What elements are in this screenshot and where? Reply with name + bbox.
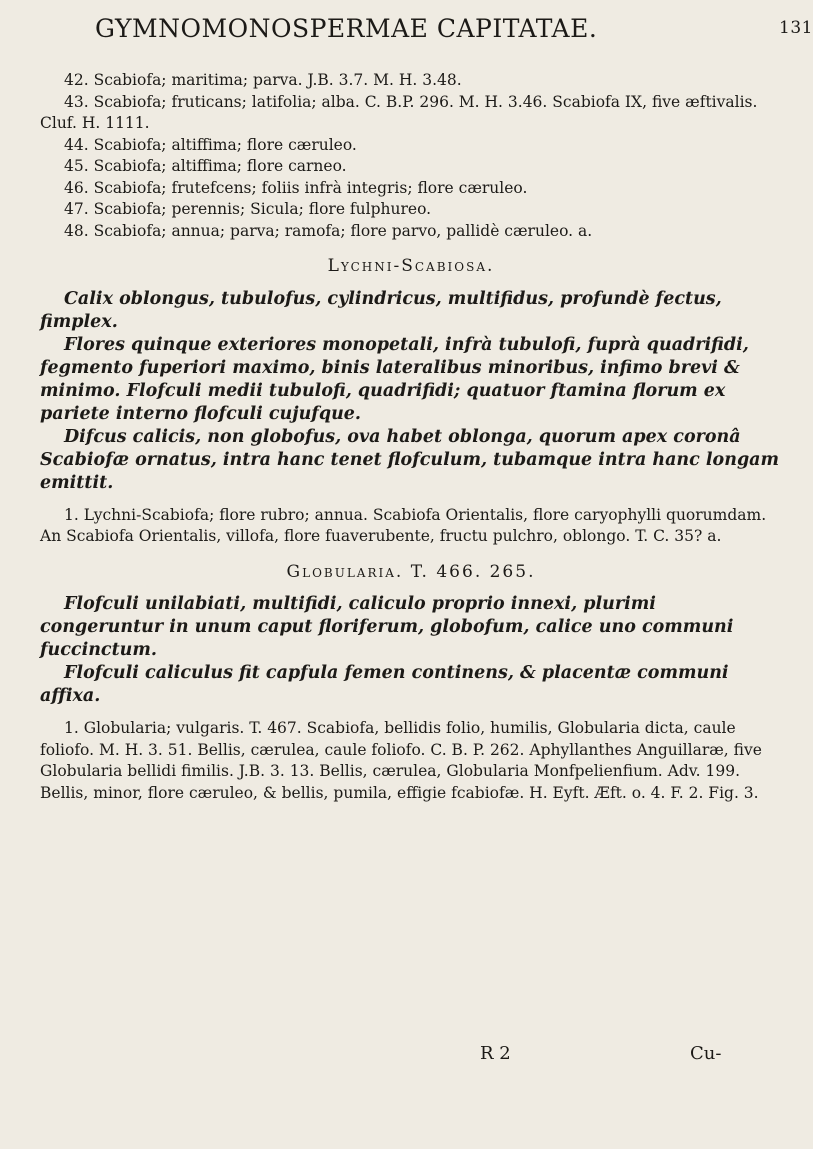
list-item: 47. Scabiofa; perennis; Sicula; flore fulphureo. bbox=[64, 200, 432, 218]
list-item: 1. Globularia; vulgaris. T. 467. Scabiofa, bellidis folio, humilis, Globularia dicta, caule foliofo. M. H. 3. 51. Bellis, cærulea, caule foliofo. C. B. P. 262. Aphyllanthes Anguillaræ, five Globularia bellidi fimilis. J.B. 3. 13. Bellis, cærulea, Globularia Monfpelienfium. Adv. 199. Bellis, minor, flore cæruleo, & bellis, pumila, effigie fcabiofæ. H. Eyft. Æft. o. 4. F. 2. Fig. 3. bbox=[40, 719, 762, 802]
running-head-title: GYMNOMONOSPERMAE CAPITATAE. bbox=[95, 14, 598, 43]
genus-description: Flofculi unilabiati, multifidi, caliculo proprio innexi, plurimi congeruntur in unum caput floriferum, globofum, calice uno communi fuccinctum. bbox=[40, 594, 734, 660]
genus-description: Difcus calicis, non globofus, ova habet oblonga, quorum apex coronâ Scabiofæ ornatus, intra hanc tenet flofculum, tubamque intra hanc longam emittit. bbox=[40, 426, 780, 493]
body-text bbox=[40, 70, 782, 804]
section-heading-globularia: Globularia. T. 466. 265. bbox=[286, 561, 536, 582]
section-heading-lychni-scabiosa: Lychni-Scabiosa. bbox=[327, 256, 495, 276]
genus-description: Flofculi caliculus fit capfula femen continens, & placentæ communi affixa. bbox=[40, 663, 729, 706]
list-item: 48. Scabiofa; annua; parva; ramofa; flore parvo, pallidè cæruleo. a. bbox=[64, 221, 593, 240]
scabiosa-species-list bbox=[40, 70, 782, 242]
genus-description: Flores quinque exteriores monopetali, infrà tubulofi, fuprà quadrifidi, fegmento fuperiori maximo, binis lateralibus minoribus, infimo brevi & minimo. Flofculi medii tubulofi, quadrifidi; quatuor ftamina florum ex pariete interno flofculi cujufque. bbox=[40, 334, 749, 424]
page-number: 131 bbox=[779, 18, 813, 38]
list-item: 1. Lychni-Scabiofa; flore rubro; annua. Scabiofa Orientalis, flore caryophylli quorumdam. An Scabiofa Orientalis, villofa, flore fuaverubente, fructu pulchro, oblongo. T. C. 35? a. bbox=[40, 505, 767, 545]
genus-description: Calix oblongus, tubulofus, cylindricus, multifidus, profundè fectus, fimplex. bbox=[40, 288, 722, 332]
list-item: 45. Scabiofa; altiffima; flore carneo. bbox=[64, 157, 347, 175]
list-item: 43. Scabiofa; fruticans; latifolia; alba. C. B.P. 296. M. H. 3.46. Scabiofa IX, five æftivalis. Cluf. H. 1111. bbox=[40, 92, 758, 132]
signature-mark: R 2 bbox=[480, 1043, 511, 1064]
list-item: 44. Scabiofa; altiffima; flore cæruleo. bbox=[64, 135, 357, 154]
catchword: Cu- bbox=[690, 1043, 722, 1064]
list-item: 46. Scabiofa; frutefcens; foliis infrà integris; flore cæruleo. bbox=[64, 178, 528, 197]
list-item: 42. Scabiofa; maritima; parva. J.B. 3.7. M. H. 3.48. bbox=[64, 71, 462, 89]
running-head bbox=[95, 14, 813, 43]
